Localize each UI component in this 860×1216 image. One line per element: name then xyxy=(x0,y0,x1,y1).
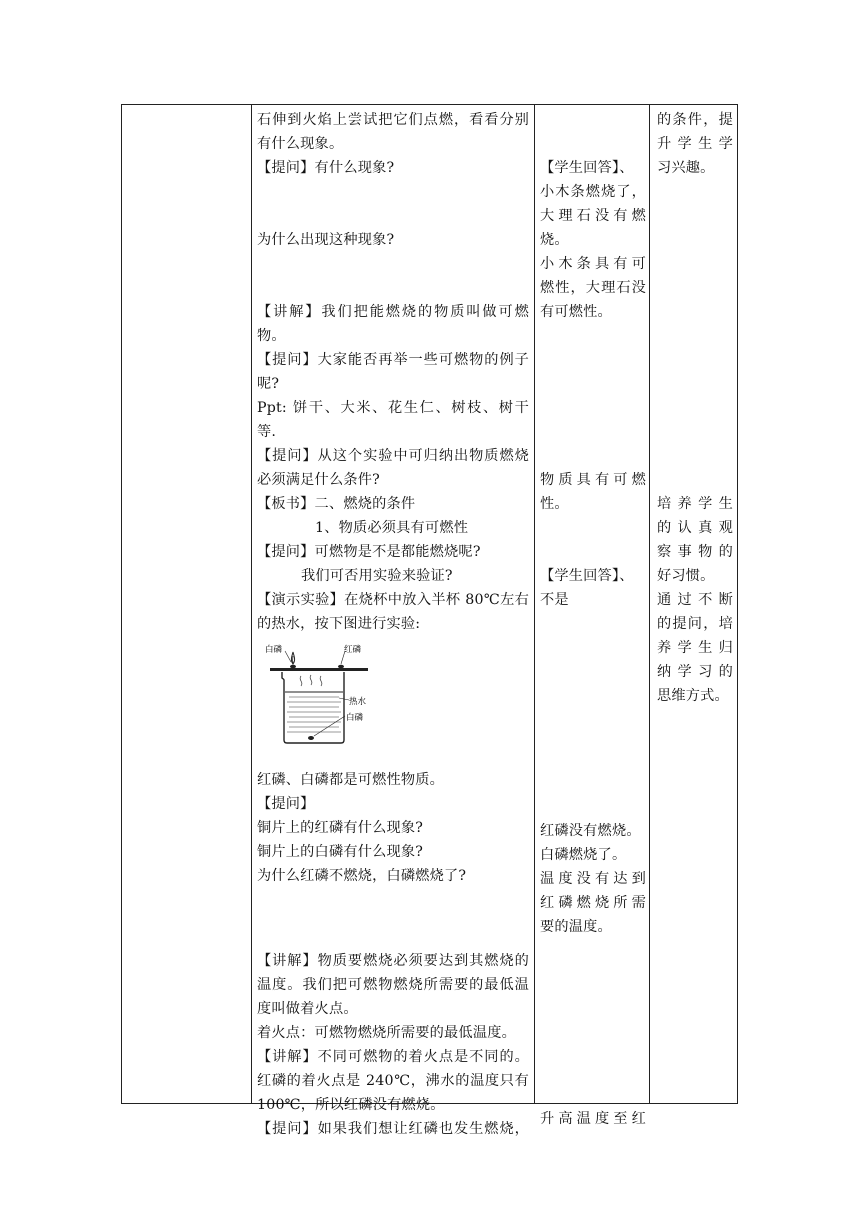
text-line: 【提问】 xyxy=(257,796,315,812)
text-line: 必须满足什么条件? xyxy=(257,472,380,488)
text-line: 100℃，所以红磷没有燃烧。 xyxy=(257,1097,445,1113)
text-line: 铜片上的白磷有什么现象? xyxy=(257,844,424,860)
white-phosphorus-piece xyxy=(290,665,296,669)
intent-line: 养学生归 xyxy=(657,640,733,656)
text-line: 【提问】有什么现象? xyxy=(257,160,395,176)
text-line: 物。 xyxy=(257,328,286,344)
text-line: 红磷的着火点是 240℃，沸水的温度只有 xyxy=(257,1073,529,1089)
student-answer-line: 烧。 xyxy=(540,232,569,248)
student-activity-column xyxy=(535,105,650,1127)
intent-line: 的条件，提 xyxy=(657,112,733,128)
intent-line: 升学生学 xyxy=(657,136,733,152)
text-line: 为什么红磷不燃烧，白磷燃烧了? xyxy=(257,868,467,884)
text-line: 【提问】从这个实验中可归纳出物质燃烧 xyxy=(257,448,529,464)
intent-line: 通过不断 xyxy=(657,592,733,608)
text-line: 我们可否用实验来验证? xyxy=(301,568,453,584)
text-line: 【讲解】我们把能燃烧的物质叫做可燃 xyxy=(257,304,529,320)
text-line: 【讲解】不同可燃物的着火点是不同的。 xyxy=(257,1049,529,1065)
intent-line: 培养学生 xyxy=(657,496,733,512)
text-line: 【提问】可燃物是不是都能燃烧呢? xyxy=(257,544,481,560)
student-answer-line: 性。 xyxy=(540,496,569,512)
text-line: 为什么出现这种现象? xyxy=(257,232,395,248)
student-answer-line: 有可燃性。 xyxy=(540,304,612,320)
student-answer-line: 温度没有达到 xyxy=(540,871,646,887)
empty-first-column xyxy=(122,105,251,1103)
student-answer-line: 小木条具有可 xyxy=(540,256,646,272)
intent-line: 习兴趣。 xyxy=(657,160,715,176)
beaker xyxy=(282,672,344,743)
student-answer-line: 小木条燃烧了， xyxy=(540,184,646,200)
design-intent-column xyxy=(650,105,738,1103)
text-line: 铜片上的红磷有什么现象? xyxy=(257,820,424,836)
text-line: 红磷、白磷都是可燃性物质。 xyxy=(257,772,445,788)
text-line: Ppt: 饼干、大米、花生仁、树枝、树干 xyxy=(257,400,529,416)
label-white-phosphorus-top: 白磷 xyxy=(265,645,283,655)
intent-line: 好习惯。 xyxy=(657,568,715,584)
intent-line: 纳学习的 xyxy=(657,664,733,680)
student-answer-line: 【学生回答】、 xyxy=(540,160,634,176)
student-answer-line: 白磷燃烧了。 xyxy=(540,847,627,863)
text-line: 呢? xyxy=(257,376,280,392)
copper-plate xyxy=(270,668,368,671)
text-line: 度叫做着火点。 xyxy=(257,1001,358,1017)
text-line: 温度。我们把可燃物燃烧所需要的最低温 xyxy=(257,977,529,993)
text-line: 石伸到火焰上尝试把它们点燃，看看分别 xyxy=(257,112,529,128)
white-phosphorus-underwater xyxy=(308,736,314,740)
definition-line: 着火点：可燃物燃烧所需要的最低温度。 xyxy=(257,1025,516,1041)
text-line: 等. xyxy=(257,424,277,440)
student-answer-line: 红磷没有燃烧。 xyxy=(540,823,641,839)
beaker-experiment-figure xyxy=(265,642,375,752)
label-hot-water: 热水 xyxy=(349,697,367,707)
text-line: 【提问】如果我们想让红磷也发生燃烧， xyxy=(257,1121,529,1137)
text-line: 【演示实验】在烧杯中放入半杯 80℃左右 xyxy=(257,592,529,608)
text-line: 的热水，按下图进行实验: xyxy=(257,616,421,632)
student-answer-line: 燃性，大理石没 xyxy=(540,280,646,296)
student-answer-line: 升高温度至红 xyxy=(540,1111,646,1127)
intent-line: 察事物的 xyxy=(657,544,733,560)
text-line: 【提问】大家能否再举一些可燃物的例子 xyxy=(257,352,529,368)
label-white-phosphorus-water: 白磷 xyxy=(346,713,364,723)
blackboard-point: 1、物质必须具有可燃性 xyxy=(315,520,469,536)
student-answer-line: 要的温度。 xyxy=(540,919,612,935)
student-answer-line: 物质具有可燃 xyxy=(540,472,646,488)
red-phosphorus-piece xyxy=(338,665,344,669)
teacher-activity-column xyxy=(252,105,535,1137)
steam-lines xyxy=(300,675,322,686)
blackboard-heading: 【板书】二、燃烧的条件 xyxy=(257,496,416,512)
student-answer-line: 红磷燃烧所需 xyxy=(540,895,646,911)
student-answer-line: 【学生回答】、 xyxy=(540,568,634,584)
lesson-plan-table xyxy=(121,104,738,1137)
text-line: 【讲解】物质要燃烧必须要达到其燃烧的 xyxy=(257,953,529,969)
intent-line: 思维方式。 xyxy=(657,688,729,704)
label-red-phosphorus: 红磷 xyxy=(344,645,362,655)
student-answer-line: 大理石没有燃 xyxy=(540,208,646,224)
intent-line: 的提问，培 xyxy=(657,616,733,632)
student-answer-line: 不是 xyxy=(540,592,569,608)
text-line: 有什么现象。 xyxy=(257,136,344,152)
intent-line: 的认真观 xyxy=(657,520,733,536)
